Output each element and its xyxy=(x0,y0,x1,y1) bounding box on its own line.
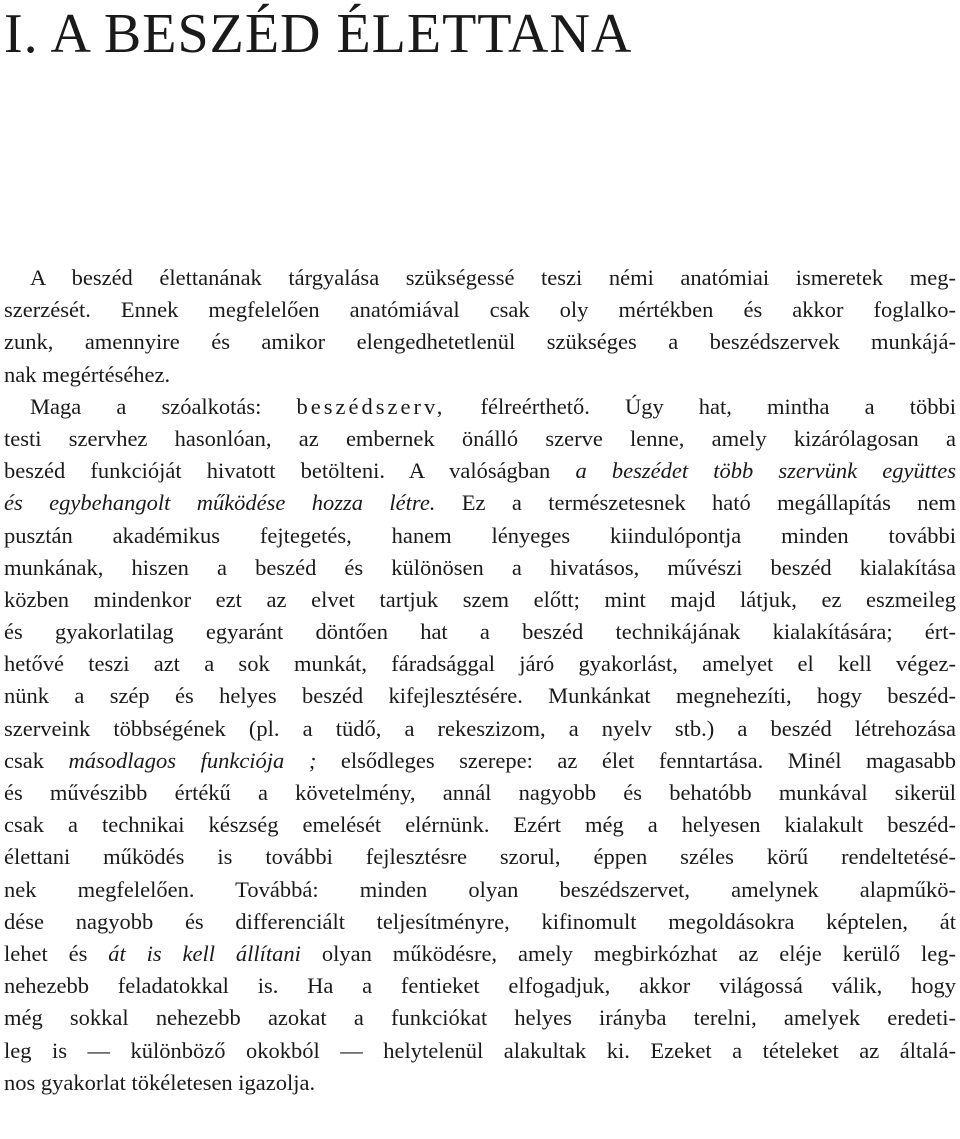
text-line xyxy=(4,391,956,423)
text-segment: Ez a természetesnek ható megállapítás nem xyxy=(435,490,956,516)
text-line xyxy=(4,487,956,519)
text-line: nos gyakorlat tökéletesen igazolja. xyxy=(4,1069,316,1095)
text-line: munkának, hiszen a beszéd és különösen a hivatásos, művészi beszéd kialakítása xyxy=(4,554,956,580)
italic-segment: a beszédet több szervünk együttes xyxy=(575,458,956,484)
text-segment: olyan működésre, amely megbirkózhat az eléje kerülő leg- xyxy=(300,940,956,966)
text-line: dése nagyobb és differenciált teljesítményre, kifinomult megoldásokra képtelen, át xyxy=(4,908,956,934)
italic-segment: át is kell állítani xyxy=(108,940,301,966)
text-line: közben mindenkor ezt az elvet tartjuk szem előtt; mint majd látjuk, ez eszmeileg xyxy=(4,586,956,612)
text-segment: lehet és xyxy=(4,940,109,966)
italic-segment: másodlagos funkciója ; xyxy=(68,747,317,773)
text-line: élettani működés is további fejlesztésre szorul, éppen széles körű rendeltetésé- xyxy=(4,844,956,870)
italic-segment: és egybehangolt működése hozza létre. xyxy=(4,490,436,516)
text-line xyxy=(4,455,956,487)
text-line: még sokkal nehezebb azokat a funkciókat helyes irányba terelni, amelyek eredeti- xyxy=(4,1005,956,1031)
text-line: nek megfelelően. Továbbá: minden olyan beszédszervet, amelynek alapműkö- xyxy=(4,876,956,902)
text-line xyxy=(4,938,956,970)
text-segment: elsődleges szerepe: az élet fenntartása. Minél magasabb xyxy=(316,747,957,773)
text-line: hetővé teszi azt a sok munkát, fáradsággal járó gyakorlást, amelyet el kell végez- xyxy=(4,651,956,677)
text-line: szerzését. Ennek megfelelően anatómiával csak oly mértékben és akkor foglalko- xyxy=(4,297,956,323)
text-line: pusztán akadémikus fejtegetés, hanem lényeges kiindulópontja minden további xyxy=(4,522,956,548)
text-segment: Maga a szóalkotás: xyxy=(30,393,262,419)
text-line: leg is — különböző okokból — helytelenül alakultak ki. Ezeket a tételeket az általá- xyxy=(4,1037,956,1063)
text-line: nak megértéséhez. xyxy=(4,361,171,387)
text-line xyxy=(4,745,956,777)
text-line: testi szervhez hasonlóan, az embernek önálló szerve lenne, amely kizárólagosan a xyxy=(4,425,956,451)
text-segment: félreérthető. Úgy hat, mintha a többi xyxy=(480,393,956,419)
text-line: nünk a szép és helyes beszéd kifejlesztésére. Munkánkat megnehezíti, hogy beszéd- xyxy=(4,683,956,709)
text-line: A beszéd élettanának tárgyalása szükségessé teszi némi anatómiai ismeretek meg- xyxy=(30,265,956,290)
text-segment: beszéd funkcióját hivatott betölteni. A valóságban xyxy=(4,458,576,484)
text-segment: csak xyxy=(4,747,69,773)
spaced-term: beszédszerv, xyxy=(296,393,446,419)
text-line: szerveink többségének (pl. a tüdő, a rekeszizom, a nyelv stb.) a beszéd létrehozása xyxy=(4,715,956,741)
text-line: és gyakorlatilag egyaránt döntően hat a beszéd technikájának kialakítására; ért- xyxy=(4,619,956,645)
chapter-body xyxy=(4,262,956,1099)
chapter-title: I. A BESZÉD ÉLETTANA xyxy=(4,3,633,65)
text-line: zunk, amennyire és amikor elengedhetetlenül szükséges a beszédszervek munkájá- xyxy=(4,329,956,355)
text-line: és művészibb értékű a követelmény, annál nagyobb és behatóbb munkával sikerül xyxy=(4,780,956,805)
text-line: csak a technikai készség emelését elérnünk. Ezért még a helyesen kialakult beszéd- xyxy=(4,812,956,838)
text-line: nehezebb feladatokkal is. Ha a fentieket elfogadjuk, akkor világossá válik, hogy xyxy=(4,973,956,999)
